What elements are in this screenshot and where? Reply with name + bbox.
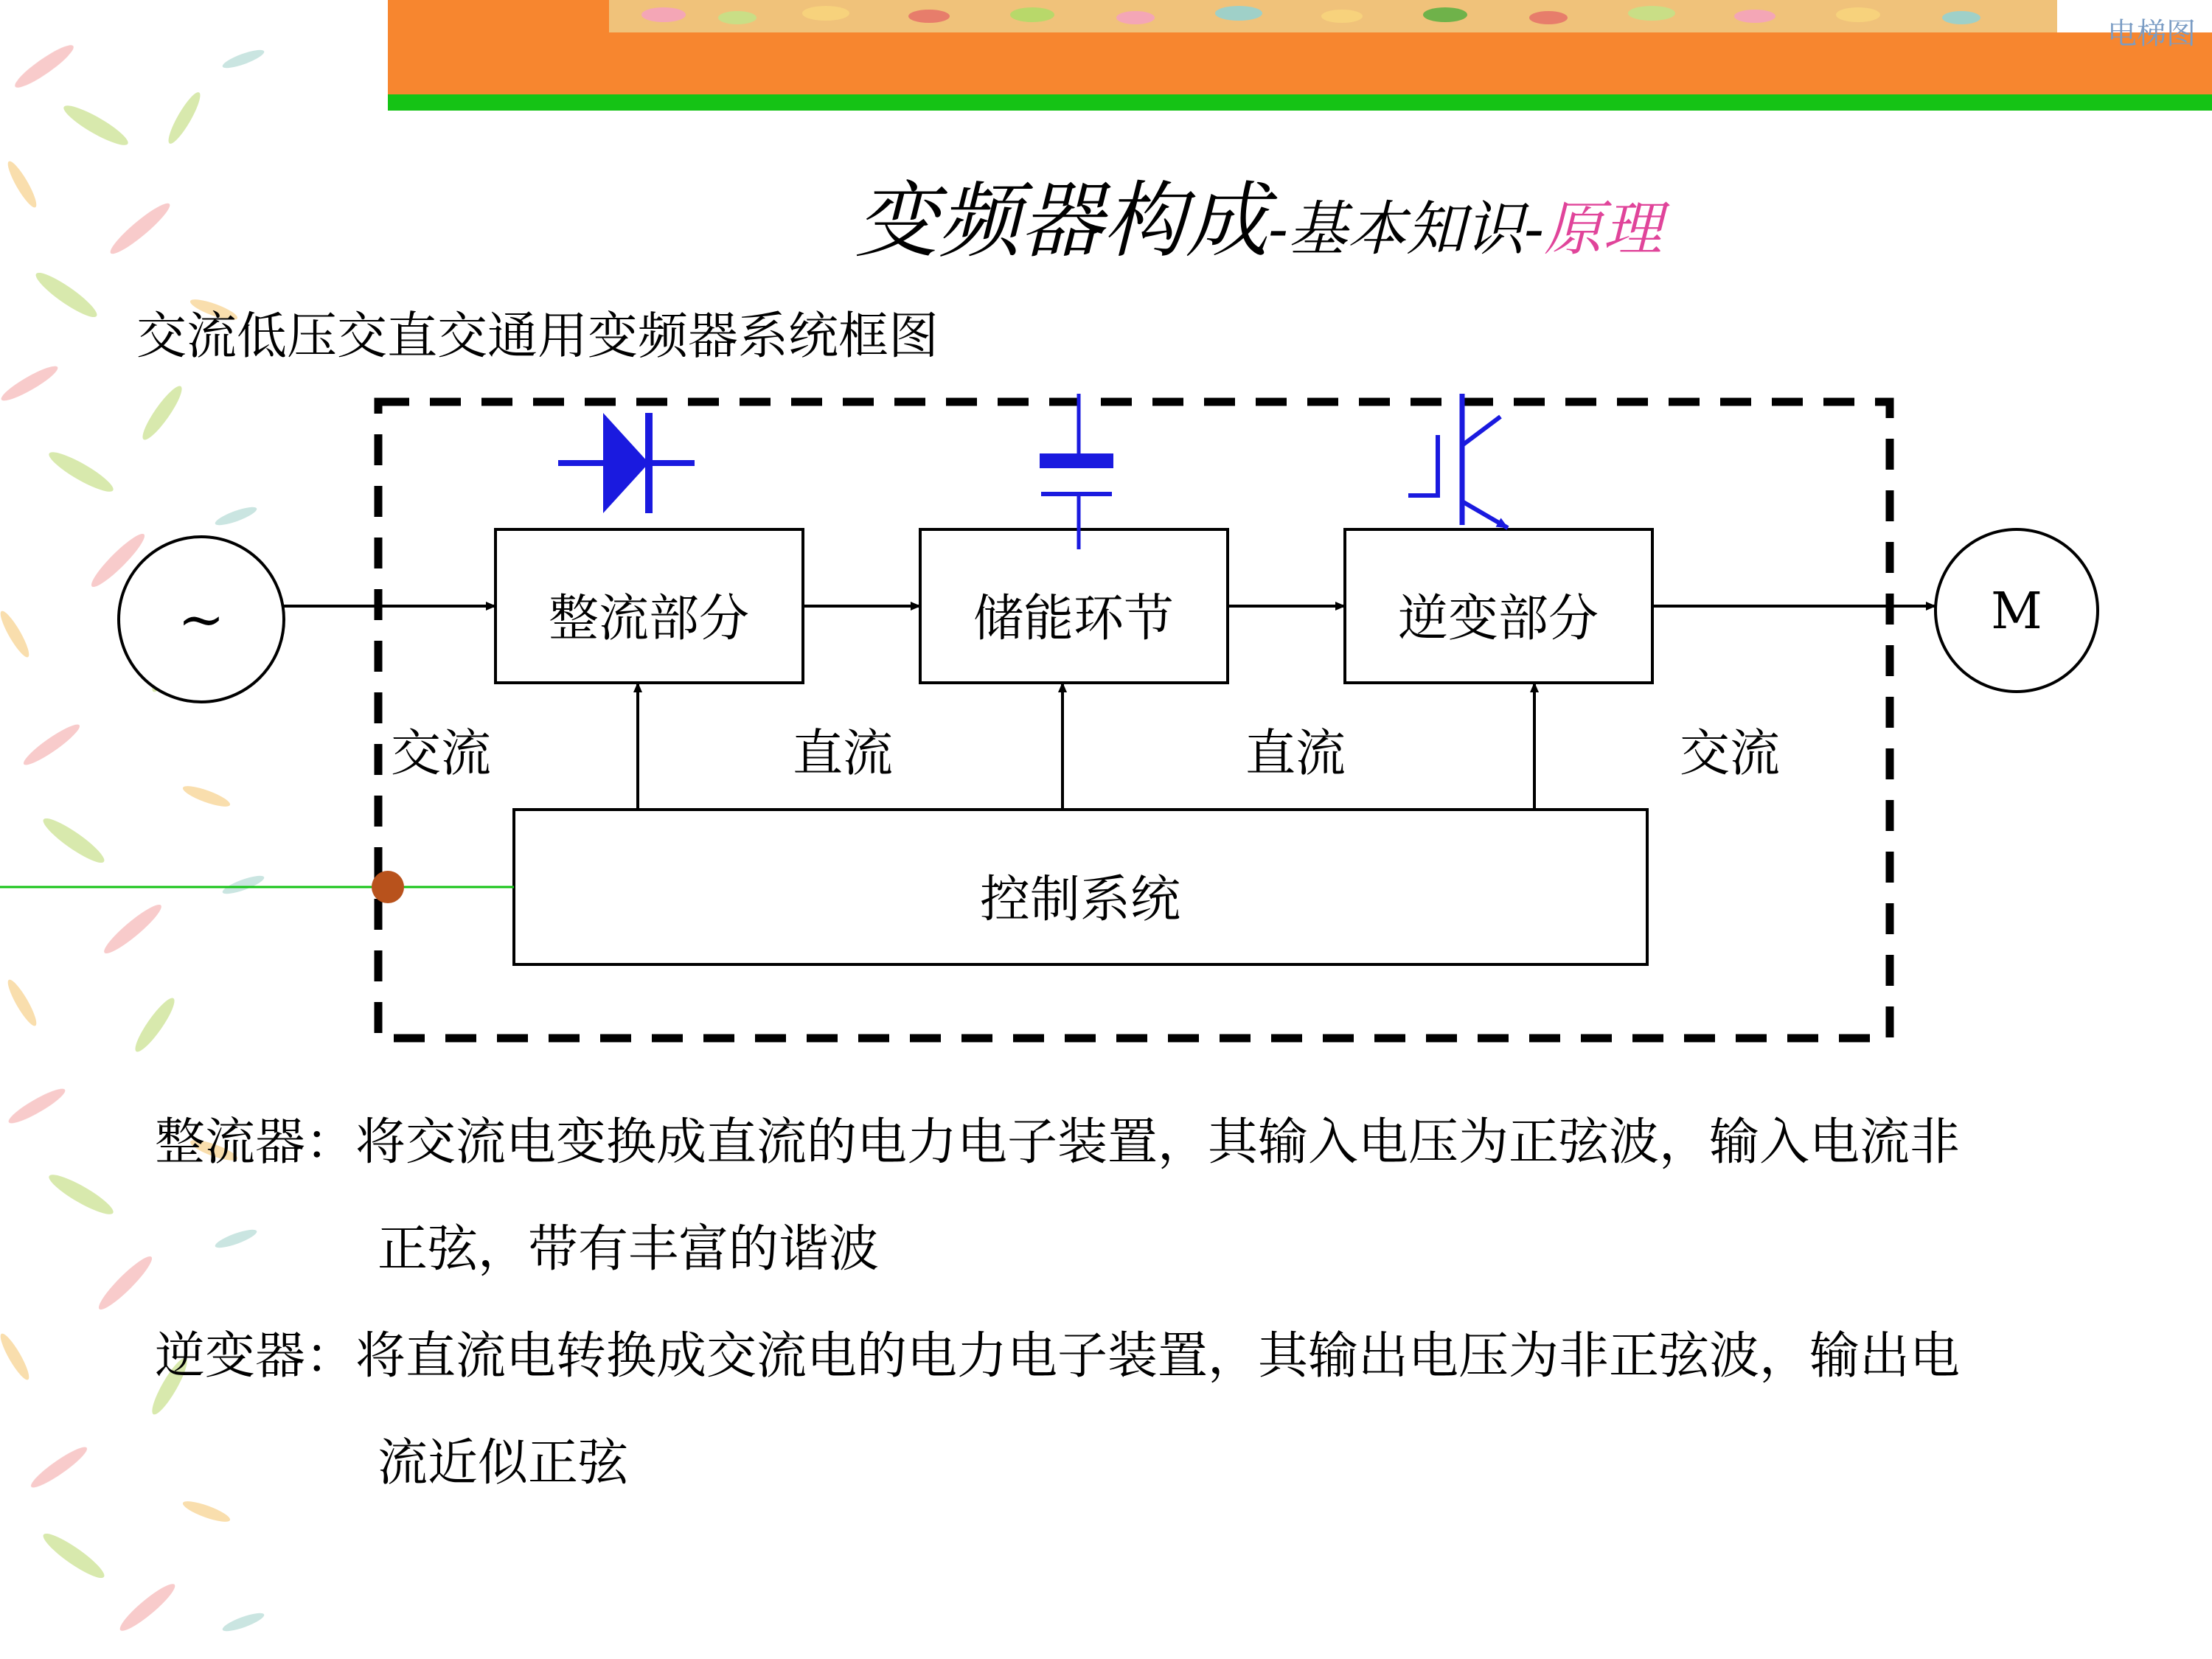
storage-block bbox=[920, 529, 1228, 683]
inverter-description-line2: 流近似正弦 bbox=[378, 1434, 629, 1492]
ac-source-symbol: ~ bbox=[178, 586, 225, 652]
diagram-subtitle: 交流低压交直交通用变频器系统框图 bbox=[136, 307, 939, 366]
rectifier-block bbox=[495, 529, 803, 683]
rectifier-description-line2: 正弦，带有丰富的谐波 bbox=[378, 1220, 880, 1279]
ac-source bbox=[119, 537, 284, 702]
storage-label: 储能环节 bbox=[973, 590, 1175, 648]
rectifier-label: 整流部分 bbox=[548, 590, 750, 648]
watermark: 电梯图 bbox=[2107, 17, 2196, 51]
title-separator: - bbox=[1268, 195, 1289, 263]
rectifier-description-line1: 整流器：将交流电变换成直流的电力电子装置，其输入电压为正弦波，输入电流非 bbox=[155, 1113, 1961, 1172]
motor-label: M bbox=[1991, 582, 2042, 641]
title-accent: 原理 bbox=[1544, 195, 1663, 263]
flow-label-ac-out: 交流 bbox=[1680, 725, 1781, 783]
control-label: 控制系统 bbox=[979, 871, 1181, 929]
title-separator: - bbox=[1524, 195, 1545, 263]
title-sub: 基本知识 bbox=[1288, 195, 1525, 263]
title-main: 变频器构成 bbox=[855, 173, 1268, 269]
inverter-description-line1: 逆变器：将直流电转换成交流电的电力电子装置，其输出电压为非正弦波，输出电 bbox=[155, 1327, 1961, 1385]
inverter-label: 逆变部分 bbox=[1397, 590, 1599, 648]
motor bbox=[1935, 529, 2098, 692]
inverter-block bbox=[1345, 529, 1652, 683]
control-input-dot bbox=[372, 871, 404, 903]
flow-label-dc-2: 直流 bbox=[1245, 725, 1346, 783]
control-block bbox=[514, 810, 1647, 964]
capacitor-icon bbox=[1040, 394, 1113, 549]
igbt-icon bbox=[1408, 394, 1508, 528]
diode-icon bbox=[558, 413, 695, 513]
flow-label-ac-in: 交流 bbox=[391, 725, 492, 783]
flow-label-dc-1: 直流 bbox=[793, 725, 894, 783]
